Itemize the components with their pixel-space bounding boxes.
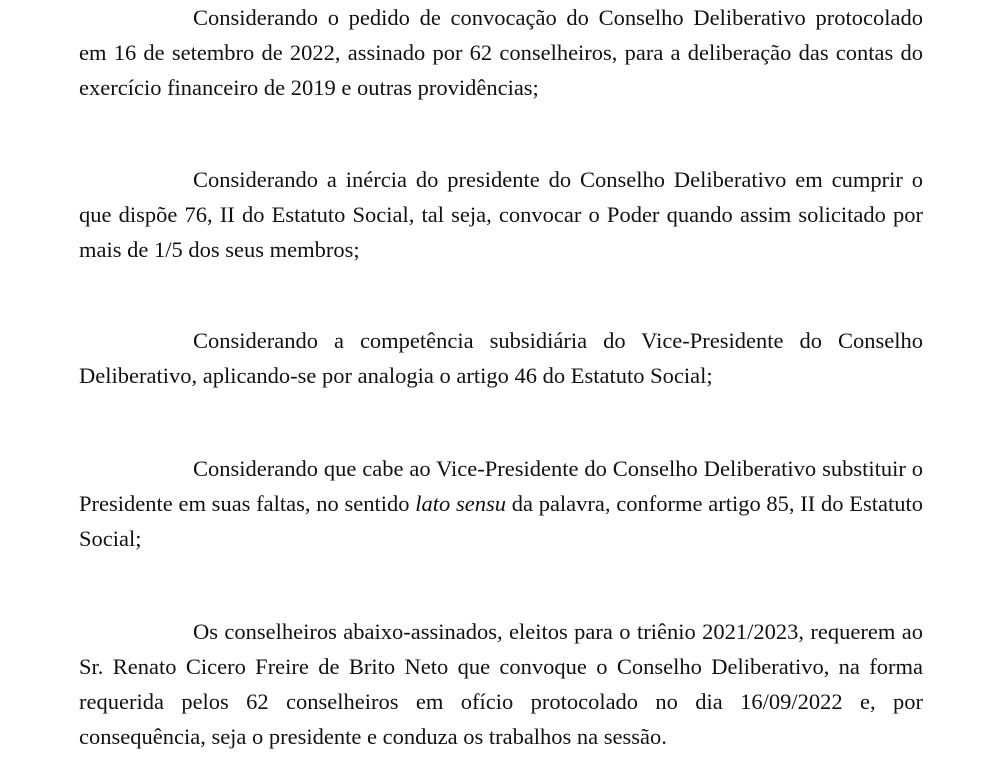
paragraph-text: Considerando a inércia do presidente do Conselho Deliberativo em cumprir o que dispõe 76, II do Estatuto Social, tal seja, convocar o Poder quando assim solicitado por mais de 1/5 dos seus membros; bbox=[79, 167, 923, 262]
paragraph-request bbox=[79, 614, 923, 754]
paragraph-text: Os conselheiros abaixo-assinados, eleitos para o triênio 2021/2023, requerem ao Sr. Renato Cicero Freire de Brito Neto que convoque o Conselho Deliberativo, na forma requerida pelos 62 conselheiros em ofício protocolado no dia 16/09/2022 e, por consequência, seja o presidente e conduza os trabalhos na sessão. bbox=[79, 619, 923, 749]
paragraph-subsidiary-competence bbox=[79, 323, 923, 393]
paragraph-president-inertia bbox=[79, 162, 923, 267]
paragraph-text: Considerando o pedido de convocação do Conselho Deliberativo protocolado em 16 de setembro de 2022, assinado por 62 conselheiros, para a deliberação das contas do exercício financeiro de 2019 e outras providências; bbox=[79, 5, 923, 100]
paragraph-convocation-request bbox=[79, 0, 923, 105]
paragraph-vice-president-substitution bbox=[79, 451, 923, 556]
paragraph-text-before: Considerando que cabe ao Vice-Presidente do Conselho Deliberativo substituir o Presidente em suas faltas, no sentido bbox=[79, 456, 923, 516]
paragraph-text: Considerando a competência subsidiária do Vice-Presidente do Conselho Deliberativo, aplicando-se por analogia o artigo 46 do Estatuto Social; bbox=[79, 328, 923, 388]
paragraph-text-after: da palavra, conforme artigo 85, II do Estatuto Social; bbox=[79, 491, 923, 551]
italic-term: lato sensu bbox=[415, 491, 506, 516]
